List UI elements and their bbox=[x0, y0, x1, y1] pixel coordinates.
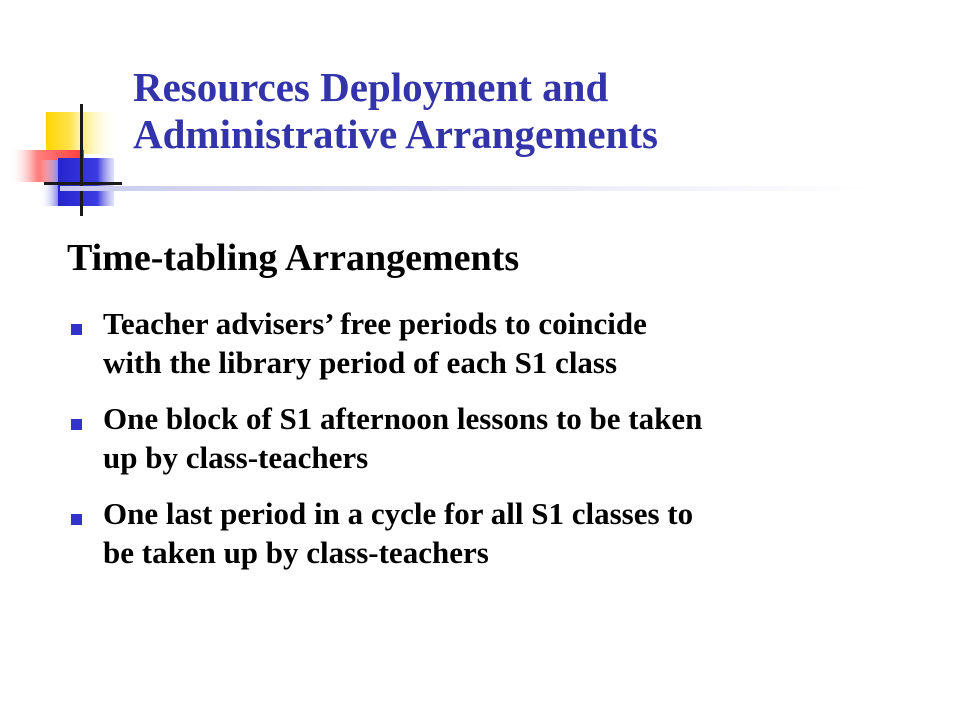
template-logo-graphic bbox=[0, 0, 140, 230]
bullet-item bbox=[71, 304, 931, 382]
slide-title bbox=[133, 64, 933, 158]
bullet-text-line-1: One block of S1 afternoon lessons to be taken bbox=[103, 401, 703, 436]
slide-title-line-2: Administrative Arrangements bbox=[133, 111, 658, 157]
bullet-text-line-1: One last period in a cycle for all S1 classes to bbox=[103, 496, 694, 531]
bullet-text-line-2: with the library period of each S1 class bbox=[103, 345, 618, 380]
square-bullet-icon bbox=[71, 514, 82, 525]
bullet-item bbox=[71, 399, 931, 477]
bullet-text-line-1: Teacher advisers’ free periods to coincide bbox=[103, 306, 647, 341]
section-heading: Time-tabling Arrangements bbox=[67, 237, 520, 279]
square-bullet-icon bbox=[71, 324, 82, 335]
slide-title-line-1: Resources Deployment and bbox=[133, 64, 609, 110]
square-bullet-icon bbox=[71, 419, 82, 430]
bullet-text-line-2: be taken up by class-teachers bbox=[103, 535, 489, 570]
bullet-text-line-2: up by class-teachers bbox=[103, 440, 369, 475]
bullet-item bbox=[71, 494, 931, 572]
title-underline bbox=[60, 186, 870, 191]
bullet-list bbox=[71, 304, 931, 589]
